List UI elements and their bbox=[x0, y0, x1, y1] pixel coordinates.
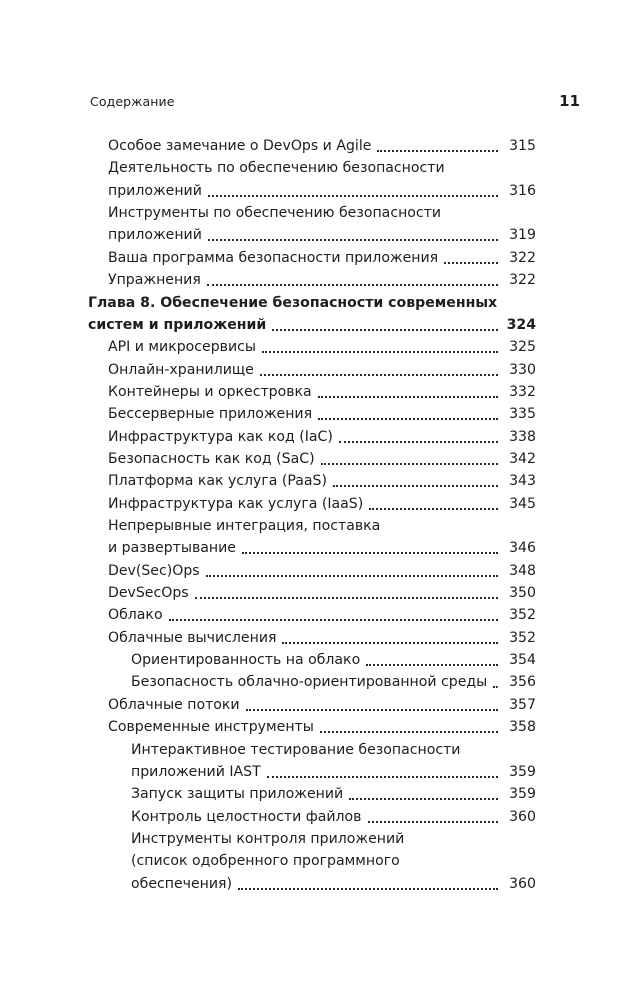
toc-page-number: 360 bbox=[509, 875, 536, 892]
toc-page-number: 342 bbox=[509, 450, 536, 467]
toc-entry bbox=[108, 470, 536, 492]
toc-entry bbox=[108, 493, 536, 515]
page-number: 11 bbox=[559, 92, 580, 110]
toc-entry bbox=[131, 671, 536, 693]
toc-entry-title: Онлайн-хранилище bbox=[108, 361, 254, 378]
toc-dot-leader bbox=[318, 403, 498, 425]
toc-entry bbox=[108, 560, 536, 582]
toc-entry-title: Запуск защиты приложений bbox=[131, 786, 344, 803]
toc-dot-leader bbox=[260, 359, 498, 381]
toc-page-number: 354 bbox=[509, 652, 536, 669]
toc-dot-leader bbox=[238, 873, 498, 895]
toc-entry-title: Инструменты контроля приложений bbox=[131, 830, 405, 847]
toc-entry bbox=[131, 783, 536, 805]
toc-page-number: 335 bbox=[509, 406, 536, 423]
toc-entry-title: Ориентированность на облако bbox=[131, 652, 361, 669]
toc-page-number: 356 bbox=[509, 674, 536, 691]
toc-entry-title: Непрерывные интеграция, поставка bbox=[108, 518, 381, 534]
toc-dot-leader bbox=[444, 247, 498, 269]
toc-page-number: 324 bbox=[506, 316, 536, 333]
toc-dot-leader bbox=[318, 381, 498, 403]
toc-dot-leader bbox=[208, 224, 498, 246]
toc-entry bbox=[108, 582, 536, 604]
toc-page-number: 322 bbox=[509, 249, 536, 266]
toc-entry bbox=[108, 537, 536, 559]
toc-page-number: 322 bbox=[509, 272, 536, 289]
toc-page-number: 350 bbox=[509, 585, 536, 601]
toc-page-number: 352 bbox=[509, 629, 536, 646]
toc-dot-leader bbox=[368, 806, 499, 828]
toc-dot-leader bbox=[169, 604, 498, 626]
toc-page-number: 315 bbox=[509, 138, 536, 154]
toc-entry-title: Инструменты по обеспечению безопасности bbox=[108, 205, 442, 222]
toc-entry-title: Деятельность по обеспечению безопасности bbox=[108, 160, 445, 177]
toc-entry-title: Dev(Sec)Ops bbox=[108, 562, 200, 579]
toc-entry-title: Современные инструменты bbox=[108, 719, 314, 736]
toc-entry-title: Упражнения bbox=[108, 272, 201, 289]
toc-dot-leader bbox=[493, 671, 498, 693]
toc-dot-leader bbox=[246, 694, 498, 716]
toc-entry-title: Контроль целостности файлов bbox=[131, 808, 362, 825]
toc-entry-title: обеспечения) bbox=[131, 875, 232, 892]
toc-entry-title: Бессерверные приложения bbox=[108, 406, 313, 423]
toc-dot-leader bbox=[339, 426, 498, 448]
toc-entry bbox=[108, 627, 536, 649]
toc-dot-leader bbox=[282, 627, 498, 649]
page-header bbox=[90, 92, 580, 112]
toc-entry-title: приложений IAST bbox=[131, 763, 261, 780]
toc-dot-leader bbox=[206, 560, 498, 582]
toc-page-number: 352 bbox=[509, 607, 536, 624]
toc-page-number: 359 bbox=[509, 786, 536, 803]
toc-page-number: 360 bbox=[509, 808, 536, 825]
toc-dot-leader bbox=[369, 493, 498, 515]
toc-entry-title: систем и приложений bbox=[88, 316, 267, 333]
toc-entry-title: Облако bbox=[108, 607, 163, 624]
toc-entry-title: Интерактивное тестирование безопасности bbox=[131, 741, 461, 758]
toc-entry-title: Инфраструктура как код (IaC) bbox=[108, 428, 333, 445]
toc-entry bbox=[108, 247, 536, 269]
toc-entry bbox=[131, 873, 536, 895]
toc-entry bbox=[108, 180, 536, 202]
toc-page-number: 332 bbox=[509, 383, 536, 400]
toc-entry bbox=[131, 850, 536, 872]
toc-entry bbox=[131, 761, 536, 783]
toc-dot-leader bbox=[349, 783, 498, 805]
toc-entry-title: Платформа как услуга (PaaS) bbox=[108, 473, 328, 490]
toc-dot-leader bbox=[208, 180, 498, 202]
toc-entry bbox=[108, 448, 536, 470]
toc-entry-title: приложений bbox=[108, 227, 202, 244]
toc-entry bbox=[108, 135, 536, 157]
toc-page-number: 319 bbox=[509, 227, 536, 244]
toc-entry-title: Безопасность облачно-ориентированной среды bbox=[131, 674, 488, 691]
toc-entry bbox=[108, 515, 536, 537]
toc-entry bbox=[131, 739, 536, 761]
toc-page-number: 348 bbox=[509, 562, 536, 579]
toc-entry bbox=[108, 403, 536, 425]
toc-entry-title: Особое замечание о DevOps и Agile bbox=[108, 138, 372, 154]
toc-entry-title: Облачные потоки bbox=[108, 696, 240, 713]
toc-entry-title: Ваша программа безопасности приложения bbox=[108, 249, 439, 266]
toc-dot-leader bbox=[207, 269, 498, 291]
toc-dot-leader bbox=[195, 582, 498, 604]
toc-entry bbox=[131, 828, 536, 850]
toc-page-number: 316 bbox=[509, 182, 536, 199]
toc-entry-title: Облачные вычисления bbox=[108, 629, 277, 646]
toc-entry bbox=[131, 649, 536, 671]
toc-entry bbox=[108, 224, 536, 246]
toc-entry bbox=[108, 359, 536, 381]
toc-entry bbox=[108, 604, 536, 626]
toc-dot-leader bbox=[320, 716, 498, 738]
toc-entry bbox=[108, 426, 536, 448]
toc-entry bbox=[108, 694, 536, 716]
toc-entry-title: DevSecOps bbox=[108, 585, 189, 601]
toc-entry-title: Инфраструктура как услуга (IaaS) bbox=[108, 495, 364, 512]
toc-page-number: 338 bbox=[509, 428, 536, 445]
toc-entry bbox=[131, 806, 536, 828]
toc-dot-leader bbox=[272, 314, 498, 336]
toc-dot-leader bbox=[366, 649, 498, 671]
toc-entry bbox=[108, 381, 536, 403]
toc-entry-title: API и микросервисы bbox=[108, 339, 256, 356]
toc-chapter-line bbox=[88, 314, 536, 336]
toc-entry bbox=[108, 269, 536, 291]
toc-page-number: 325 bbox=[509, 339, 536, 356]
toc-entry bbox=[108, 202, 536, 224]
toc-dot-leader bbox=[262, 336, 498, 358]
toc-dot-leader bbox=[333, 470, 498, 492]
toc-dot-leader bbox=[267, 761, 498, 783]
toc-page-number: 359 bbox=[509, 763, 536, 780]
toc-page-number: 330 bbox=[509, 361, 536, 378]
toc-dot-leader bbox=[242, 537, 498, 559]
running-header-title: Содержание bbox=[90, 94, 175, 109]
toc-entry-title: приложений bbox=[108, 182, 202, 199]
toc-entry bbox=[108, 157, 536, 179]
toc-dot-leader bbox=[321, 448, 498, 470]
toc-chapter-line bbox=[88, 292, 536, 314]
toc-entry-title: и развертывание bbox=[108, 540, 236, 557]
toc-page-number: 358 bbox=[509, 719, 536, 736]
toc-dot-leader bbox=[377, 135, 498, 157]
toc-entry bbox=[108, 716, 536, 738]
toc-page-number: 357 bbox=[509, 696, 536, 713]
toc-entry-title: Глава 8. Обеспечение безопасности современных bbox=[88, 294, 498, 311]
toc-entry-title: (список одобренного программного bbox=[131, 853, 400, 870]
toc-page-number: 343 bbox=[509, 473, 536, 490]
toc-entry bbox=[108, 336, 536, 358]
toc-page-number: 346 bbox=[509, 540, 536, 557]
toc-entry-title: Безопасность как код (SaC) bbox=[108, 450, 315, 467]
toc-entry-title: Контейнеры и оркестровка bbox=[108, 383, 312, 400]
toc-page-number: 345 bbox=[509, 495, 536, 512]
